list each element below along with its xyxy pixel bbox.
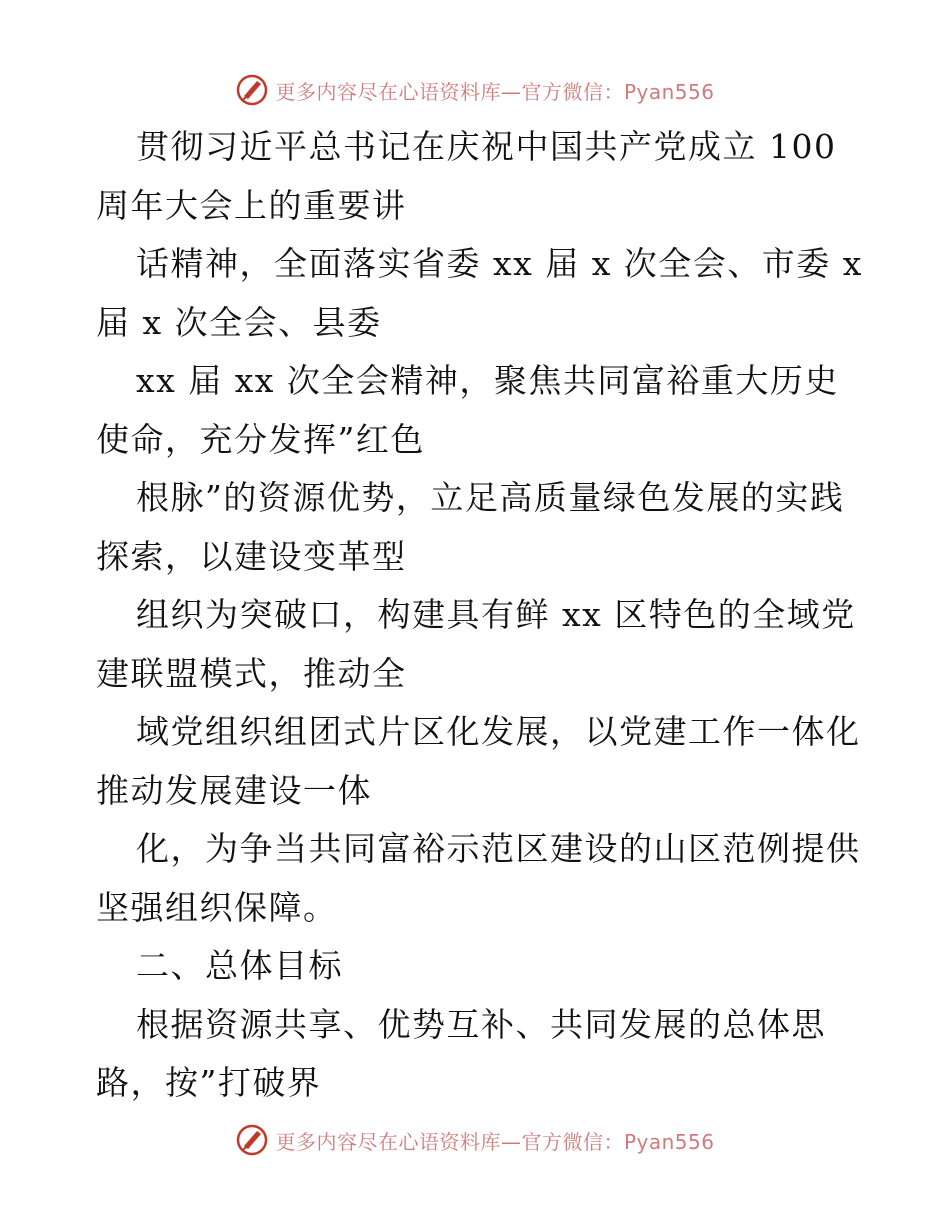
document-body — [96, 118, 863, 1113]
text-line: 二、总体目标 — [136, 946, 343, 985]
text-line: 建联盟模式，推动全 — [96, 653, 407, 693]
text-line: 使命，充分发挥”红色 — [96, 419, 425, 459]
text-line: 坚强组织保障。 — [96, 887, 338, 927]
text-line: xx 届 xx 次全会精神，聚焦共同富裕重大历史 — [136, 361, 839, 400]
text-line: 届 x 次全会、县委 — [96, 302, 382, 342]
text-line: 话精神，全面落实省委 xx 届 x 次全会、市委 x — [136, 244, 863, 283]
text-line: 路，按”打破界 — [96, 1063, 322, 1102]
text-line: 推动发展建设一体 — [96, 770, 372, 810]
text-line: 探索，以建设变革型 — [96, 536, 407, 576]
text-line: 周年大会上的重要讲 — [96, 185, 407, 225]
seal-logo-icon — [235, 73, 269, 107]
text-line: 化，为争当共同富裕示范区建设的山区范例提供 — [136, 829, 861, 868]
text-line: 贯彻习近平总书记在庆祝中国共产党成立 100 — [136, 127, 837, 166]
text-line: 根据资源共享、优势互补、共同发展的总体思 — [136, 1004, 826, 1044]
footer-watermark — [0, 1120, 950, 1160]
header-watermark — [0, 70, 950, 110]
text-line: 域党组织组团式片区化发展，以党建工作一体化 — [136, 712, 861, 751]
watermark-text: 更多内容尽在心语资料库—官方微信：Pyan556 — [275, 1129, 715, 1154]
watermark-text: 更多内容尽在心语资料库—官方微信：Pyan556 — [275, 79, 715, 104]
text-line: 根脉”的资源优势，立足高质量绿色发展的实践 — [136, 478, 845, 517]
seal-logo-icon — [235, 1123, 269, 1157]
text-line: 组织为突破口，构建具有鲜 xx 区特色的全域党 — [136, 595, 856, 634]
